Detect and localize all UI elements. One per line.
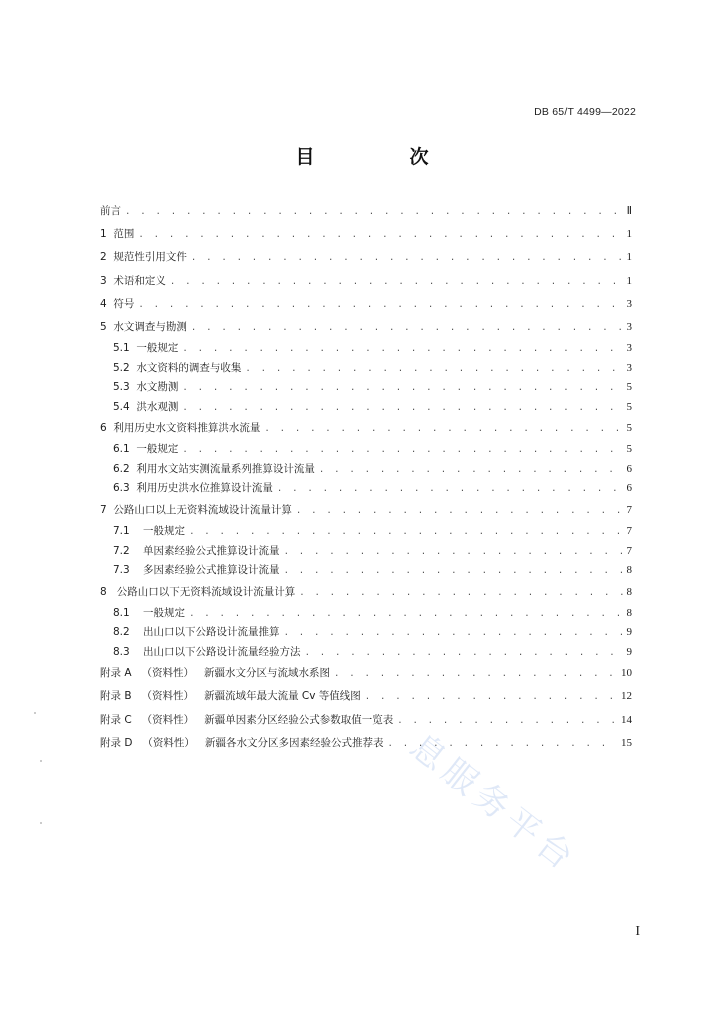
toc-entry-page: 7 [626,544,632,557]
toc-entry-label: 8.2 出山口以下公路设计流量推算 [113,626,280,639]
toc-entry[interactable] [100,499,632,522]
toc-entry[interactable] [100,223,632,246]
toc-dot-leader [182,441,622,461]
toc-subentry[interactable] [100,561,632,581]
toc-entry-label: 前言 [100,205,121,217]
toc-dot-leader [397,710,617,733]
toc-entry-page: 5 [626,443,632,456]
toc-subentry[interactable] [100,522,632,542]
toc-subentry[interactable] [100,398,632,418]
toc-dot-leader [299,582,622,605]
toc-entry[interactable] [100,293,632,316]
toc-dot-leader [305,644,623,664]
toc-entry-page: 7 [626,503,632,516]
toc-subentry[interactable] [100,542,632,562]
toc-entry[interactable] [100,417,632,440]
toc-entry-label: 7.3 多因素经验公式推算设计流量 [113,564,280,576]
toc-entry-page: 3 [626,320,632,333]
toc-entry-page: 15 [621,736,632,749]
toc-entry-page: Ⅱ [626,205,632,217]
toc-entry-page: 8 [626,606,632,619]
scan-speck [40,822,42,824]
toc-entry[interactable] [100,200,632,223]
toc-entry-label: 6 利用历史水文资料推算洪水流量 [100,422,261,435]
toc-entry-label: 6.3 利用历史洪水位推算设计流量 [113,482,273,495]
toc-entry[interactable] [100,732,632,755]
toc-entry-label: 8 公路山口以下无资料流域设计流量计算 [100,585,296,598]
toc-subentry[interactable] [100,460,632,480]
toc-entry-label: 附录 C （资料性） 新疆单因素分区经验公式参数取值一览表 [100,713,394,726]
toc-entry-page: 9 [626,645,632,658]
toc-entry-label: 6.1 一般规定 [113,443,179,456]
toc-dot-leader [387,733,617,756]
scan-speck [40,760,42,762]
toc-entry[interactable] [100,270,632,293]
toc-dot-leader [334,663,617,686]
toc-subentry[interactable] [100,359,632,379]
page-title: 目 次 [295,146,467,168]
toc-entry-page: 1 [626,251,632,264]
toc-subentry[interactable] [100,440,632,460]
toc-entry-label: 5.4 洪水观测 [113,400,179,413]
toc-dot-leader [138,294,622,317]
standard-code: DB 65/T 4499—2022 [534,106,636,118]
toc-entry-page: 6 [626,482,632,495]
toc-entry-page: 3 [626,342,632,355]
toc-entry-page: 1 [626,228,632,241]
toc-entry-label: 7.2 单因素经验公式推算设计流量 [113,544,280,557]
toc-entry-page: 7 [626,525,632,537]
toc-entry-label: 2 规范性引用文件 [100,251,187,264]
toc-entry-label: 附录 B （资料性） 新疆流域年最大流量 Cv 等值线图 [100,690,361,703]
toc-entry-label: 3 术语和定义 [100,274,166,287]
toc-dot-leader [284,562,623,582]
toc-entry-label: 附录 D （资料性） 新疆各水文分区多因素经验公式推荐表 [100,736,384,749]
toc-entry-page: 6 [626,462,632,475]
toc-entry-page: 3 [626,297,632,310]
toc-dot-leader [245,360,622,380]
toc-subentry[interactable] [100,643,632,663]
toc-entry-label: 5.3 水文勘测 [113,381,179,394]
toc-entry-label: 5 水文调查与勘测 [100,320,187,333]
toc-entry-page: 1 [626,274,632,287]
toc-dot-leader [296,500,623,523]
toc-dot-leader [189,523,622,543]
toc-dot-leader [191,247,623,270]
page-number: I [635,924,640,939]
toc-entry[interactable] [100,316,632,339]
toc-entry-label: 8.3 出山口以下公路设计流量经验方法 [113,645,301,658]
toc-entry-label: 8.1 一般规定 [113,606,186,619]
toc-dot-leader [191,317,623,340]
toc-entry[interactable] [100,709,632,732]
toc-entry-page: 5 [626,400,632,413]
toc-subentry[interactable] [100,604,632,624]
toc-subentry[interactable] [100,623,632,643]
toc-dot-leader [189,605,622,625]
toc-entry-label: 7 公路山口以上无资料流域设计流量计算 [100,503,292,516]
toc-entry-page: 5 [626,381,632,394]
toc-entry-label: 附录 A （资料性） 新疆水文分区与流域水系图 [100,667,331,680]
toc-dot-leader [138,224,622,247]
toc-entry-label: 6.2 利用水文站实测流量系列推算设计流量 [113,462,315,475]
toc-entry[interactable] [100,246,632,269]
toc-dot-leader [125,201,623,224]
toc-entry-page: 5 [626,422,632,435]
toc-subentry[interactable] [100,339,632,359]
toc-dot-leader [182,399,622,419]
toc-entry[interactable] [100,581,632,604]
toc-entry-label: 4 符号 [100,297,135,310]
toc-entry[interactable] [100,685,632,708]
toc-entry-page: 10 [621,667,632,680]
toc-dot-leader [284,543,623,563]
toc-entry-page: 8 [626,564,632,576]
watermark-text: 息服务平台 [402,726,585,881]
toc-entry-label: 5.1 一般规定 [113,342,179,355]
scan-speck [34,712,36,714]
toc-subentry[interactable] [100,479,632,499]
toc-subentry[interactable] [100,378,632,398]
toc-dot-leader [284,624,623,644]
toc-dot-leader [182,340,622,360]
toc-entry-page: 9 [626,626,632,639]
toc-entry-label: 7.1 一般规定 [113,525,186,537]
toc-entry-label: 1 范围 [100,228,135,241]
toc-entry[interactable] [100,662,632,685]
toc-dot-leader [264,418,622,441]
toc-entry-label: 5.2 水文资料的调查与收集 [113,361,242,374]
toc-dot-leader [170,271,623,294]
toc-entry-page: 8 [626,585,632,598]
toc-entry-page: 3 [626,361,632,374]
table-of-contents [100,200,632,755]
toc-dot-leader [365,686,617,709]
toc-dot-leader [277,480,623,500]
toc-entry-page: 14 [621,713,632,726]
toc-dot-leader [319,461,623,481]
toc-dot-leader [182,379,622,399]
toc-entry-page: 12 [621,690,632,703]
